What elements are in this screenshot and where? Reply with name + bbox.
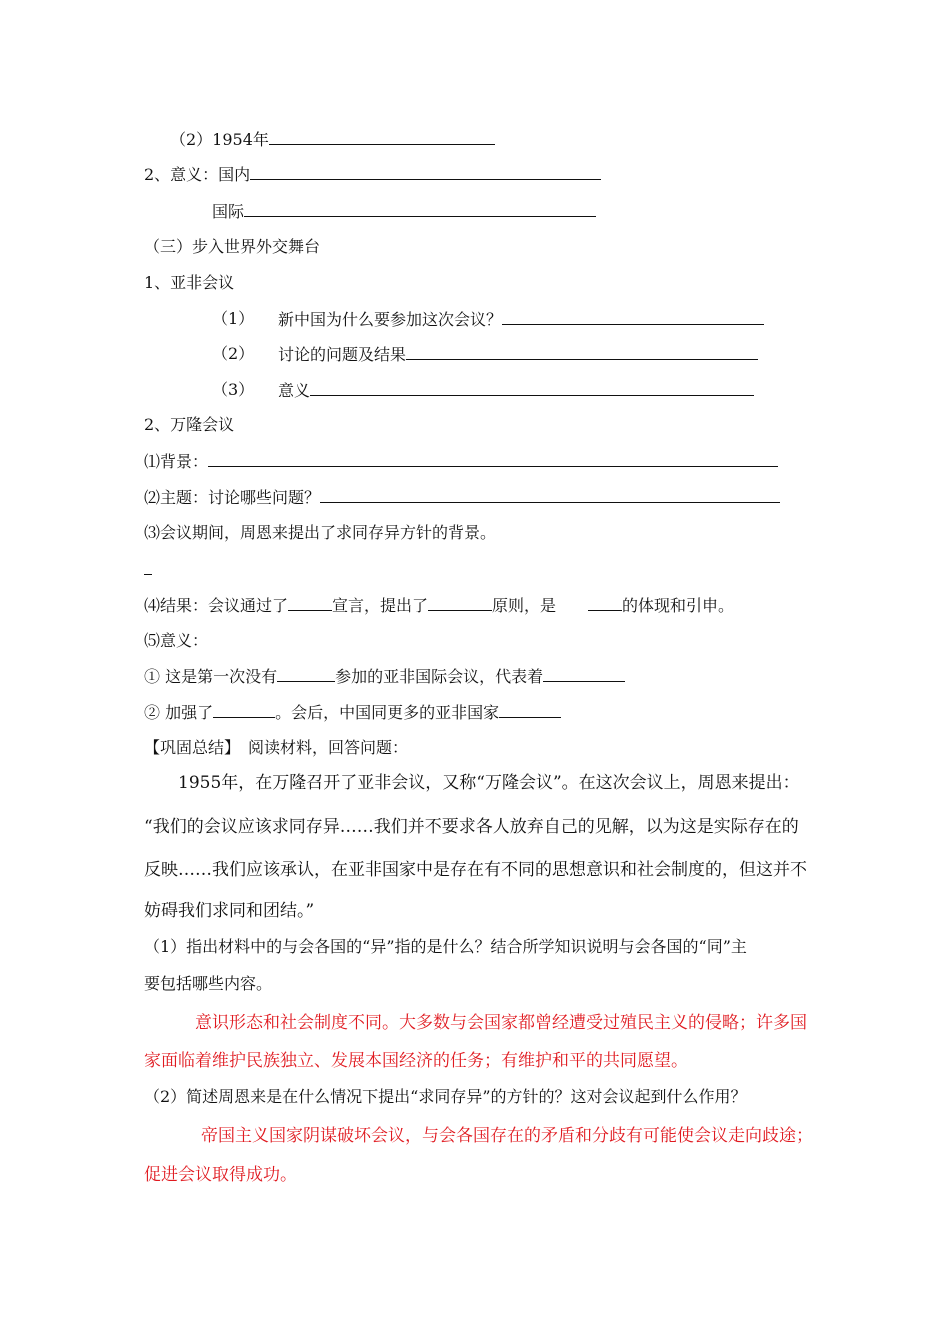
- blank-declaration[interactable]: [288, 594, 332, 611]
- label-circle-1a: ① 这是第一次没有: [144, 667, 278, 686]
- label-background: ⑴背景：: [144, 452, 209, 471]
- label-result: ⑷结果：会议通过了: [144, 596, 289, 615]
- blank-c2b[interactable]: [499, 701, 561, 718]
- blank-domestic[interactable]: [250, 163, 601, 180]
- blank-embodiment[interactable]: [588, 594, 622, 611]
- line-theme: [144, 486, 780, 509]
- question-3-text: 意义: [278, 381, 311, 400]
- label-theme: ⑵主题：讨论哪些问题？: [144, 488, 321, 507]
- label-result-d: 的体现和引申。: [622, 596, 735, 615]
- blank-q2[interactable]: [406, 343, 758, 360]
- blank-background[interactable]: [208, 450, 778, 467]
- blank-c1a[interactable]: [277, 665, 335, 682]
- line-result: [144, 594, 734, 617]
- heading-bandung: 2、万隆会议: [144, 415, 235, 434]
- material-line-3: 反映……我们应该承认，在亚非国家中是存在有不同的思想意识和社会制度的，但这并不: [144, 860, 807, 880]
- blank-international[interactable]: [244, 200, 596, 217]
- question-2-text: 讨论的问题及结果: [278, 345, 407, 364]
- answer-2-line-2: 促进会议取得成功。: [144, 1165, 297, 1185]
- question-1: [278, 308, 764, 331]
- question-1-num: （1）: [212, 309, 255, 328]
- heading-asia-africa: 1、亚非会议: [144, 273, 235, 292]
- answer-1-line-1: 意识形态和社会制度不同。大多数与会国家都曾经遭受过殖民主义的侵略；许多国: [195, 1013, 807, 1033]
- line-meeting: ⑶会议期间，周恩来提出了求同存异方针的背景。: [144, 523, 497, 542]
- label-circle-2b: 。会后，中国同更多的亚非国家: [275, 703, 500, 722]
- label-result-b: 宣言，提出了: [332, 596, 429, 615]
- line-circle-1: [144, 665, 625, 688]
- question-a1-line-2: 要包括哪些内容。: [144, 974, 273, 993]
- line-1954: [170, 128, 495, 151]
- blank-principle[interactable]: [428, 594, 492, 611]
- answer-2-line-1: 帝国主义国家阴谋破坏会议，与会各国存在的矛盾和分歧有可能使会议走向歧途；: [201, 1126, 813, 1146]
- label-significance-domestic: 2、意义：国内: [144, 165, 251, 184]
- line-circle-2: [144, 701, 561, 724]
- material-line-4: 妨碍我们求同和团结。”: [144, 901, 315, 921]
- blank-c2a[interactable]: [213, 701, 275, 718]
- question-a1-line-1: （1）指出材料中的与会各国的“异”指的是什么？结合所学知识说明与会各国的“同”主: [144, 937, 747, 956]
- blank-q3[interactable]: [310, 379, 754, 396]
- short-dash: [144, 573, 152, 575]
- material-line-2: “我们的会议应该求同存异……我们并不要求各人放弃自己的见解，以为这是实际存在的: [144, 817, 799, 837]
- question-3: [278, 379, 754, 402]
- blank-theme[interactable]: [320, 486, 780, 503]
- question-2-num: （2）: [212, 344, 255, 363]
- label-circle-2a: ② 加强了: [144, 703, 214, 722]
- label-international: 国际: [212, 202, 245, 221]
- label-1954: （2）1954年: [170, 130, 269, 149]
- material-line-1: 1955年，在万隆召开了亚非会议，又称“万隆会议”。在这次会议上，周恩来提出：: [178, 773, 800, 793]
- line-international: [212, 200, 596, 223]
- question-3-num: （3）: [212, 380, 255, 399]
- blank-1954[interactable]: [269, 128, 495, 145]
- line-significance-5: ⑸意义：: [144, 631, 209, 650]
- label-circle-1b: 参加的亚非国际会议，代表着: [335, 667, 544, 686]
- line-background: [144, 450, 778, 473]
- line-significance-domestic: [144, 163, 601, 186]
- consolidation-heading: 【巩固总结】 阅读材料，回答问题：: [144, 738, 409, 757]
- blank-q1[interactable]: [502, 308, 764, 325]
- question-a2: （2）简述周恩来是在什么情况下提出“求同存异”的方针的？这对会议起到什么作用？: [144, 1087, 747, 1106]
- answer-1-line-2: 家面临着维护民族独立、发展本国经济的任务；有维护和平的共同愿望。: [144, 1051, 688, 1071]
- blank-c1b[interactable]: [543, 665, 625, 682]
- section-heading-3: （三）步入世界外交舞台: [144, 237, 321, 256]
- question-1-text: 新中国为什么要参加这次会议？: [278, 310, 503, 329]
- label-result-c: 原则，是: [492, 596, 557, 615]
- question-2: [278, 343, 758, 366]
